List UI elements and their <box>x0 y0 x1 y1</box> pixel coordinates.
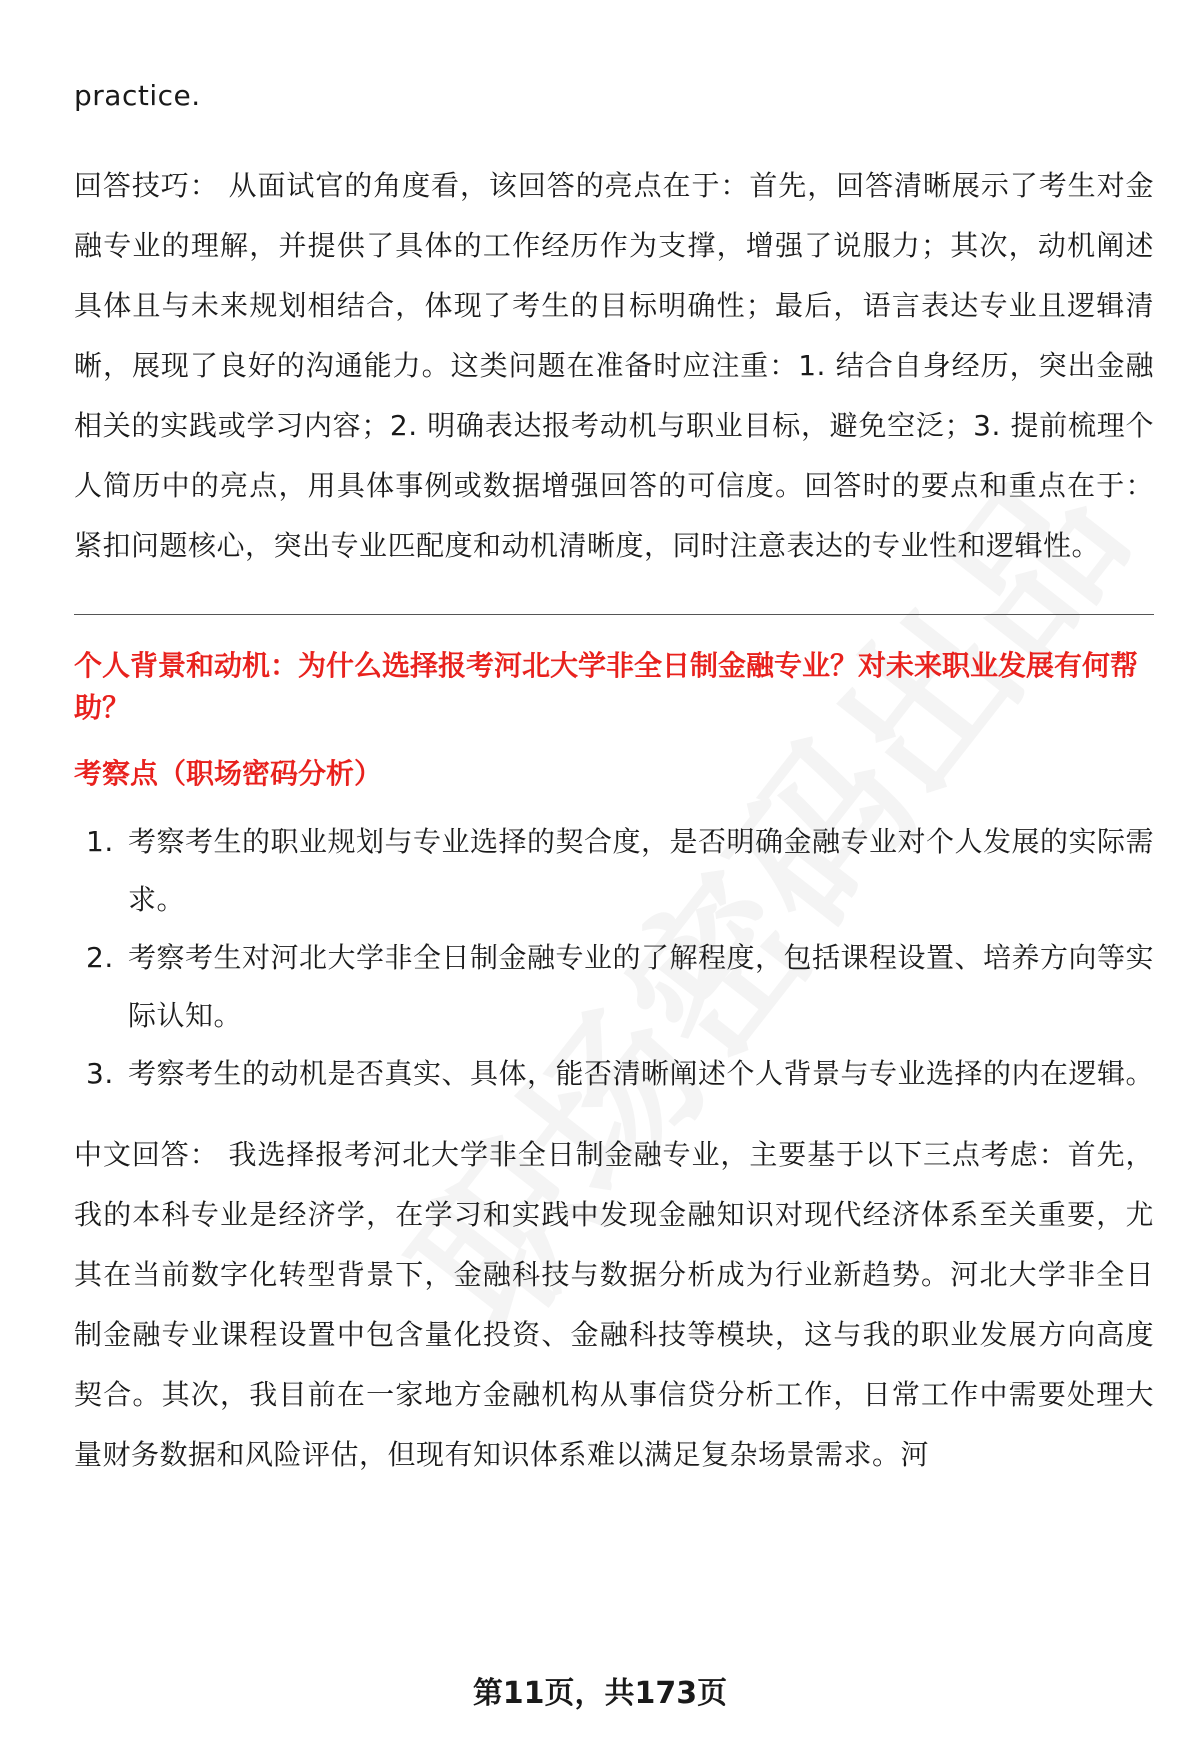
page-content <box>74 66 1154 1485</box>
list-item <box>74 929 1154 1045</box>
list-item <box>74 1045 1154 1103</box>
list-item-text: 考察考生的动机是否真实、具体，能否清晰阐述个人背景与专业选择的内在逻辑。 <box>128 1057 1155 1090</box>
list-item-text: 考察考生的职业规划与专业选择的契合度，是否明确金融专业对个人发展的实际需求。 <box>128 825 1155 916</box>
list-item-number: 1. <box>86 825 114 858</box>
assessment-points-title: 考察点（职场密码分析） <box>74 757 383 790</box>
list-item-number: 2. <box>86 941 114 974</box>
section-divider <box>74 614 1154 615</box>
page-number-footer: 第11页，共173页 <box>472 1676 728 1711</box>
question-title: 个人背景和动机：为什么选择报考河北大学非全日制金融专业？对未来职业发展有何帮助？ <box>74 649 1139 724</box>
answer-tips-paragraph: 回答技巧： 从面试官的角度看，该回答的亮点在于：首先，回答清晰展示了考生对金融专业的理解，并提供了具体的工作经历作为支撑，增强了说服力；其次，动机阐述具体且与未来规划相结合，体现了考生的目标明确性；最后，语言表达专业且逻辑清晰，展现了良好的沟通能力。这类问题在准备时应注重：1. 结合自身经历，突出金融相关的实践或学习内容；2. 明确表达报考动机与职业目标，避免空泛；3. 提前梳理个人简历中的亮点，用具体事例或数据增强回答的可信度。回答时的要点和重点在于：紧扣问题核心，突出专业匹配度和动机清晰度，同时注意表达的专业性和逻辑性。 <box>74 169 1154 562</box>
chinese-answer-paragraph: 中文回答： 我选择报考河北大学非全日制金融专业，主要基于以下三点考虑：首先，我的本科专业是经济学，在学习和实践中发现金融知识对现代经济体系至关重要，尤其在当前数字化转型背景下，金融科技与数据分析成为行业新趋势。河北大学非全日制金融专业课程设置中包含量化投资、金融科技等模块，这与我的职业发展方向高度契合。其次，我目前在一家地方金融机构从事信贷分析工作，日常工作中需要处理大量财务数据和风险评估，但现有知识体系难以满足复杂场景需求。河 <box>74 1138 1154 1471</box>
list-item-number: 3. <box>86 1057 114 1090</box>
list-item <box>74 813 1154 929</box>
intro-tail-text: practice. <box>74 79 201 112</box>
assessment-points-list <box>74 813 1154 1103</box>
list-item-text: 考察考生对河北大学非全日制金融专业的了解程度，包括课程设置、培养方向等实际认知。 <box>128 941 1155 1032</box>
